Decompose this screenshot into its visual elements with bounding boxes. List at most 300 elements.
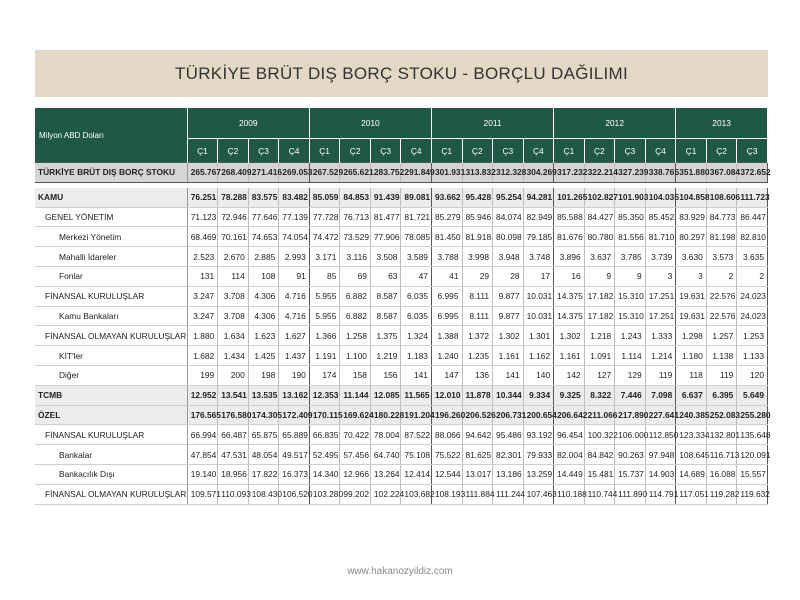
table-cell: 174 — [309, 365, 340, 385]
table-cell: 14.449 — [554, 464, 585, 484]
table-cell: 75.522 — [431, 445, 462, 465]
quarter-header: Ç1 — [554, 139, 585, 163]
table-cell: 7.098 — [645, 385, 676, 405]
table-cell: 120 — [737, 365, 768, 385]
table-cell: 3.739 — [645, 247, 676, 267]
table-cell: 76.713 — [340, 207, 371, 227]
table-row — [35, 445, 768, 465]
table-cell: 111.244 — [493, 484, 524, 504]
table-cell: 136 — [462, 365, 493, 385]
table-cell: 3.998 — [462, 247, 493, 267]
row-label: KAMU — [35, 188, 187, 207]
table-cell: 102.224 — [370, 484, 401, 504]
table-cell: 351.880 — [676, 163, 707, 183]
table-cell: 81.918 — [462, 227, 493, 247]
table-cell: 28 — [493, 266, 524, 286]
table-cell: 85.588 — [554, 207, 585, 227]
table-cell: 132.801 — [706, 425, 737, 445]
table-row — [35, 346, 768, 366]
year-header-row — [35, 108, 768, 139]
table-cell: 106.520 — [279, 484, 310, 504]
table-cell: 95.254 — [493, 188, 524, 207]
table-cell: 104.858 — [676, 188, 707, 207]
table-cell: 127 — [584, 365, 615, 385]
table-cell: 211.066 — [584, 405, 615, 425]
table-cell: 174.305 — [248, 405, 279, 425]
row-label: Mahalli İdareler — [35, 247, 187, 267]
quarter-header: Ç4 — [279, 139, 310, 163]
table-cell: 78.288 — [218, 188, 249, 207]
quarter-header: Ç3 — [615, 139, 646, 163]
table-cell: 110.093 — [218, 484, 249, 504]
table-cell: 1.162 — [523, 346, 554, 366]
table-cell: 240.385 — [676, 405, 707, 425]
table-cell: 11.565 — [401, 385, 432, 405]
table-cell: 24.023 — [737, 306, 768, 326]
table-cell: 227.641 — [645, 405, 676, 425]
table-cell: 129 — [615, 365, 646, 385]
table-cell: 2 — [706, 266, 737, 286]
table-cell: 74.054 — [279, 227, 310, 247]
table-cell: 267.529 — [309, 163, 340, 183]
table-cell: 90.263 — [615, 445, 646, 465]
table-cell: 114 — [218, 266, 249, 286]
table-cell: 81.625 — [462, 445, 493, 465]
table-cell: 3.573 — [706, 247, 737, 267]
table-cell: 48.054 — [248, 445, 279, 465]
table-cell: 269.053 — [279, 163, 310, 183]
table-cell: 9 — [615, 266, 646, 286]
table-row — [35, 188, 768, 207]
table-cell: 112.850 — [645, 425, 676, 445]
table-cell: 3.630 — [676, 247, 707, 267]
table-cell: 9.325 — [554, 385, 585, 405]
table-cell: 101.265 — [554, 188, 585, 207]
table-cell: 13.162 — [279, 385, 310, 405]
table-cell: 119 — [645, 365, 676, 385]
table-cell: 82.004 — [554, 445, 585, 465]
table-cell: 16.373 — [279, 464, 310, 484]
table-cell: 103.682 — [401, 484, 432, 504]
table-cell: 63 — [370, 266, 401, 286]
table-cell: 94.642 — [462, 425, 493, 445]
table-cell: 106.000 — [615, 425, 646, 445]
table-cell: 107.463 — [523, 484, 554, 504]
table-cell: 78.004 — [370, 425, 401, 445]
table-cell: 3.508 — [370, 247, 401, 267]
table-cell: 1.437 — [279, 346, 310, 366]
table-row — [35, 227, 768, 247]
table-cell: 119.282 — [706, 484, 737, 504]
table-row — [35, 464, 768, 484]
table-cell: 1.434 — [218, 346, 249, 366]
table-cell: 17.251 — [645, 286, 676, 306]
table-cell: 200 — [218, 365, 249, 385]
table-cell: 110.188 — [554, 484, 585, 504]
table-cell: 77.139 — [279, 207, 310, 227]
table-cell: 9 — [584, 266, 615, 286]
table-row — [35, 266, 768, 286]
row-label: FİNANSAL KURULUŞLAR — [35, 286, 187, 306]
quarter-header: Ç2 — [706, 139, 737, 163]
table-cell: 3.247 — [187, 286, 218, 306]
table-cell: 108.430 — [248, 484, 279, 504]
table-cell: 1.301 — [523, 326, 554, 346]
table-cell: 108.645 — [676, 445, 707, 465]
table-cell: 196.260 — [431, 405, 462, 425]
quarter-header: Ç4 — [645, 139, 676, 163]
table-cell: 77.646 — [248, 207, 279, 227]
table-cell: 131 — [187, 266, 218, 286]
table-cell: 85.279 — [431, 207, 462, 227]
table-cell: 79.185 — [523, 227, 554, 247]
table-cell: 3.247 — [187, 306, 218, 326]
table-cell: 180.228 — [370, 405, 401, 425]
table-cell: 76.251 — [187, 188, 218, 207]
row-label: Merkezi Yönetim — [35, 227, 187, 247]
table-cell: 6.637 — [676, 385, 707, 405]
table-cell: 65.875 — [248, 425, 279, 445]
table-cell: 1.091 — [584, 346, 615, 366]
table-cell: 114.791 — [645, 484, 676, 504]
table-cell: 317.232 — [554, 163, 585, 183]
table-cell: 3.171 — [309, 247, 340, 267]
table-cell: 95.486 — [493, 425, 524, 445]
table-cell: 82.810 — [737, 227, 768, 247]
table-cell: 2 — [737, 266, 768, 286]
table-cell: 29 — [462, 266, 493, 286]
table-cell: 6.035 — [401, 286, 432, 306]
table-cell: 17.182 — [584, 306, 615, 326]
table-cell: 1.375 — [370, 326, 401, 346]
table-cell: 123.334 — [676, 425, 707, 445]
table-cell: 19.631 — [676, 286, 707, 306]
table-cell: 104.035 — [645, 188, 676, 207]
table-cell: 110.744 — [584, 484, 615, 504]
table-cell: 322.214 — [584, 163, 615, 183]
quarter-header: Ç2 — [462, 139, 493, 163]
table-cell: 81.198 — [706, 227, 737, 247]
table-cell: 327.239 — [615, 163, 646, 183]
table-cell: 72.946 — [218, 207, 249, 227]
table-cell: 265.621 — [340, 163, 371, 183]
table-cell: 3 — [676, 266, 707, 286]
table-cell: 147 — [431, 365, 462, 385]
table-cell: 3.589 — [401, 247, 432, 267]
table-cell: 1.623 — [248, 326, 279, 346]
table-cell: 10.031 — [523, 306, 554, 326]
table-cell: 1.298 — [676, 326, 707, 346]
table-cell: 117.051 — [676, 484, 707, 504]
table-cell: 81.676 — [554, 227, 585, 247]
table-row — [35, 425, 768, 445]
table-cell: 2.885 — [248, 247, 279, 267]
table-cell: 97.948 — [645, 445, 676, 465]
table-cell: 73.529 — [340, 227, 371, 247]
table-cell: 3.708 — [218, 286, 249, 306]
table-cell: 1.214 — [645, 346, 676, 366]
table-cell: 84.773 — [706, 207, 737, 227]
table-cell: 6.882 — [340, 286, 371, 306]
table-cell: 1.191 — [309, 346, 340, 366]
table-cell: 77.906 — [370, 227, 401, 247]
table-cell: 65.889 — [279, 425, 310, 445]
table-cell: 70.422 — [340, 425, 371, 445]
table-cell: 83.929 — [676, 207, 707, 227]
table-cell: 47.854 — [187, 445, 218, 465]
row-label: Kamu Bankaları — [35, 306, 187, 326]
table-cell: 15.737 — [615, 464, 646, 484]
table-cell: 15.557 — [737, 464, 768, 484]
table-cell: 3 — [645, 266, 676, 286]
table-cell: 99.202 — [340, 484, 371, 504]
table-cell: 206.642 — [554, 405, 585, 425]
table-cell: 1.180 — [676, 346, 707, 366]
table-cell: 80.098 — [493, 227, 524, 247]
table-cell: 81.710 — [645, 227, 676, 247]
quarter-header: Ç3 — [737, 139, 768, 163]
table-cell: 271.416 — [248, 163, 279, 183]
quarter-header: Ç1 — [431, 139, 462, 163]
table-cell: 17.251 — [645, 306, 676, 326]
table-cell: 79.933 — [523, 445, 554, 465]
table-cell: 13.186 — [493, 464, 524, 484]
quarter-header: Ç2 — [340, 139, 371, 163]
year-header: 2010 — [309, 108, 431, 139]
table-cell: 81.556 — [615, 227, 646, 247]
table-cell: 80.297 — [676, 227, 707, 247]
table-cell: 109.571 — [187, 484, 218, 504]
table-cell: 93.662 — [431, 188, 462, 207]
year-header: 2011 — [431, 108, 553, 139]
table-cell: 3.637 — [584, 247, 615, 267]
table-cell: 22.576 — [706, 286, 737, 306]
table-cell: 265.767 — [187, 163, 218, 183]
table-cell: 5.955 — [309, 286, 340, 306]
table-row — [35, 306, 768, 326]
table-cell: 66.487 — [218, 425, 249, 445]
table-cell: 12.414 — [401, 464, 432, 484]
table-cell: 6.995 — [431, 286, 462, 306]
table-cell: 1.302 — [493, 326, 524, 346]
table-cell: 94.281 — [523, 188, 554, 207]
table-cell: 85.946 — [462, 207, 493, 227]
table-cell: 1.253 — [737, 326, 768, 346]
table-cell: 3.788 — [431, 247, 462, 267]
table-cell: 158 — [340, 365, 371, 385]
table-cell: 14.340 — [309, 464, 340, 484]
table-cell: 1.114 — [615, 346, 646, 366]
table-cell: 1.257 — [706, 326, 737, 346]
table-cell: 12.010 — [431, 385, 462, 405]
table-cell: 1.161 — [493, 346, 524, 366]
table-cell: 14.689 — [676, 464, 707, 484]
row-label: FİNANSAL OLMAYAN KURULUŞLAR — [35, 326, 187, 346]
table-cell: 252.083 — [706, 405, 737, 425]
table-cell: 14.903 — [645, 464, 676, 484]
table-cell: 199 — [187, 365, 218, 385]
table-cell: 304.269 — [523, 163, 554, 183]
table-row — [35, 286, 768, 306]
table-cell: 101.903 — [615, 188, 646, 207]
table-cell: 69 — [340, 266, 371, 286]
table-cell: 206.526 — [462, 405, 493, 425]
table-cell: 367.084 — [706, 163, 737, 183]
title-banner — [35, 50, 768, 97]
table-cell: 135.648 — [737, 425, 768, 445]
table-cell: 80.780 — [584, 227, 615, 247]
table-cell: 8.322 — [584, 385, 615, 405]
table-cell: 13.535 — [248, 385, 279, 405]
table-cell: 140 — [523, 365, 554, 385]
table-cell: 1.682 — [187, 346, 218, 366]
table-cell: 19.631 — [676, 306, 707, 326]
table-cell: 91.439 — [370, 188, 401, 207]
table-cell: 103.280 — [309, 484, 340, 504]
table-cell: 96.454 — [554, 425, 585, 445]
quarter-header: Ç3 — [370, 139, 401, 163]
table-cell: 108 — [248, 266, 279, 286]
table-cell: 83.482 — [279, 188, 310, 207]
table-cell: 85 — [309, 266, 340, 286]
table-cell: 18.956 — [218, 464, 249, 484]
table-cell: 84.427 — [584, 207, 615, 227]
table-cell: 9.877 — [493, 306, 524, 326]
table-cell: 68.469 — [187, 227, 218, 247]
quarter-header: Ç3 — [493, 139, 524, 163]
table-cell: 17.822 — [248, 464, 279, 484]
table-cell: 142 — [554, 365, 585, 385]
table-row — [35, 405, 768, 425]
table-cell: 10.344 — [493, 385, 524, 405]
table-row — [35, 326, 768, 346]
quarter-header: Ç1 — [309, 139, 340, 163]
table-cell: 1.372 — [462, 326, 493, 346]
table-cell: 1.240 — [431, 346, 462, 366]
table-cell: 170.115 — [309, 405, 340, 425]
table-cell: 255.280 — [737, 405, 768, 425]
table-cell: 1.219 — [370, 346, 401, 366]
table-cell: 91 — [279, 266, 310, 286]
quarter-header: Ç3 — [248, 139, 279, 163]
table-cell: 111.890 — [615, 484, 646, 504]
quarter-header: Ç4 — [523, 139, 554, 163]
table-cell: 77.728 — [309, 207, 340, 227]
table-cell: 283.752 — [370, 163, 401, 183]
table-cell: 74.472 — [309, 227, 340, 247]
table-cell: 2.523 — [187, 247, 218, 267]
table-cell: 4.306 — [248, 286, 279, 306]
table-cell: 66.835 — [309, 425, 340, 445]
table-cell: 87.522 — [401, 425, 432, 445]
table-cell: 19.140 — [187, 464, 218, 484]
table-cell: 9.877 — [493, 286, 524, 306]
table-cell: 338.765 — [645, 163, 676, 183]
table-cell: 7.446 — [615, 385, 646, 405]
table-cell: 13.259 — [523, 464, 554, 484]
table-cell: 14.375 — [554, 286, 585, 306]
year-header: 2009 — [187, 108, 309, 139]
table-cell: 119 — [706, 365, 737, 385]
table-cell: 4.306 — [248, 306, 279, 326]
table-cell: 141 — [493, 365, 524, 385]
table-cell: 85.452 — [645, 207, 676, 227]
table-cell: 2.670 — [218, 247, 249, 267]
row-label: TCMB — [35, 385, 187, 405]
table-cell: 1.627 — [279, 326, 310, 346]
table-cell: 372.652 — [737, 163, 768, 183]
table-cell: 6.995 — [431, 306, 462, 326]
table-cell: 5.955 — [309, 306, 340, 326]
table-cell: 1.133 — [737, 346, 768, 366]
table-row — [35, 365, 768, 385]
quarter-header: Ç2 — [584, 139, 615, 163]
table-cell: 82.949 — [523, 207, 554, 227]
table-cell: 81.477 — [370, 207, 401, 227]
table-cell: 141 — [401, 365, 432, 385]
table-cell: 85.059 — [309, 188, 340, 207]
table-row — [35, 385, 768, 405]
table-cell: 82.301 — [493, 445, 524, 465]
table-cell: 1.258 — [340, 326, 371, 346]
table-cell: 3.748 — [523, 247, 554, 267]
table-cell: 313.832 — [462, 163, 493, 183]
table-cell: 200.654 — [523, 405, 554, 425]
table-cell: 1.302 — [554, 326, 585, 346]
quarter-header: Ç1 — [187, 139, 218, 163]
unit-label: Milyon ABD Doları — [35, 108, 187, 163]
table-cell: 100.322 — [584, 425, 615, 445]
debt-table-container — [35, 108, 771, 505]
table-cell: 172.409 — [279, 405, 310, 425]
table-cell: 24.023 — [737, 286, 768, 306]
table-cell: 14.375 — [554, 306, 585, 326]
table-cell: 12.952 — [187, 385, 218, 405]
table-cell: 78.085 — [401, 227, 432, 247]
table-cell: 8.111 — [462, 306, 493, 326]
table-cell: 9.334 — [523, 385, 554, 405]
table-cell: 84.074 — [493, 207, 524, 227]
table-cell: 156 — [370, 365, 401, 385]
table-cell: 176.580 — [218, 405, 249, 425]
footer-url: www.hakanozyildiz.com — [347, 566, 453, 577]
page-title: TÜRKİYE BRÜT DIŞ BORÇ STOKU - BORÇLU DAĞILIMI — [174, 63, 629, 83]
table-cell: 6.395 — [706, 385, 737, 405]
table-cell: 85.350 — [615, 207, 646, 227]
row-label: TÜRKİYE BRÜT DIŞ BORÇ STOKU — [35, 163, 187, 183]
table-cell: 95.428 — [462, 188, 493, 207]
table-cell: 1.243 — [615, 326, 646, 346]
table-cell: 75.108 — [401, 445, 432, 465]
table-cell: 11.878 — [462, 385, 493, 405]
table-cell: 120.091 — [737, 445, 768, 465]
table-cell: 17.182 — [584, 286, 615, 306]
table-cell: 41 — [431, 266, 462, 286]
table-cell: 291.849 — [401, 163, 432, 183]
table-cell: 83.575 — [248, 188, 279, 207]
table-cell: 84.842 — [584, 445, 615, 465]
row-label: KİT'ler — [35, 346, 187, 366]
table-cell: 49.517 — [279, 445, 310, 465]
table-cell: 84.853 — [340, 188, 371, 207]
table-cell: 108.193 — [431, 484, 462, 504]
quarter-header: Ç4 — [401, 139, 432, 163]
table-cell: 111.723 — [737, 188, 768, 207]
table-cell: 11.144 — [340, 385, 371, 405]
table-cell: 70.161 — [218, 227, 249, 247]
table-cell: 169.624 — [340, 405, 371, 425]
table-cell: 1.324 — [401, 326, 432, 346]
